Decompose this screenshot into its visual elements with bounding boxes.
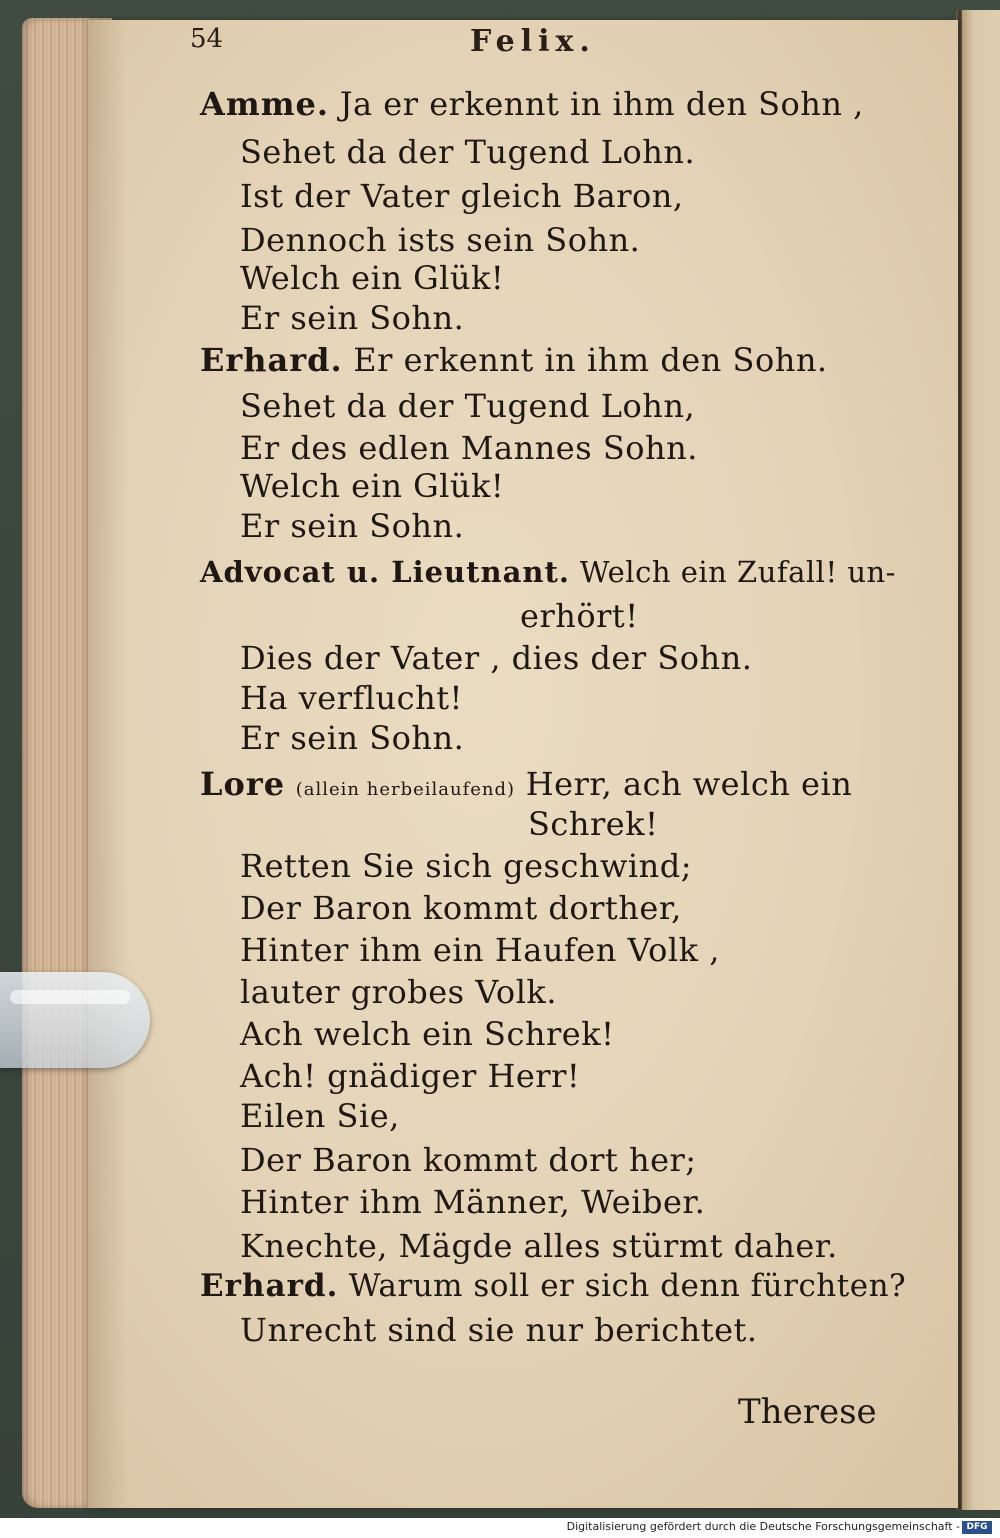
text-line: Der Baron kommt dort her;	[240, 1141, 697, 1179]
verse-text: Welch ein Zufall! un-	[579, 555, 896, 589]
speaker-name: Erhard.	[200, 1268, 339, 1304]
catchword: Therese	[738, 1392, 877, 1432]
stage-direction: (allein herbeilaufend)	[295, 779, 516, 800]
text-line	[200, 340, 828, 380]
text-line	[200, 764, 852, 810]
verse-text: Warum soll er sich denn fürchten?	[348, 1268, 907, 1304]
text-line: Ach welch ein Schrek!	[240, 1015, 615, 1053]
text-line: Schrek!	[528, 805, 659, 843]
verse-text: Ja er erkennt in ihm den Sohn ,	[339, 85, 864, 123]
text-line: Knechte, Mägde alles stürmt daher.	[240, 1227, 838, 1265]
text-line: Er sein Sohn.	[240, 507, 465, 545]
text-line: Ach! gnädiger Herr!	[240, 1057, 581, 1095]
text-line: Eilen Sie,	[240, 1097, 400, 1135]
text-line: lauter grobes Volk.	[240, 973, 557, 1011]
text-line: Ist der Vater gleich Baron,	[240, 177, 684, 215]
page-holder-clip	[0, 972, 150, 1068]
speaker-name: Amme.	[200, 85, 330, 123]
page-number: 54	[190, 24, 224, 54]
text-line: Ha verflucht!	[240, 679, 463, 717]
text-line: Der Baron kommt dorther,	[240, 889, 682, 927]
text-line: Er sein Sohn.	[240, 719, 465, 757]
running-title: Felix.	[470, 24, 596, 59]
text-line	[200, 84, 864, 124]
text-line: Sehet da der Tugend Lohn,	[240, 387, 696, 425]
dfg-logo-icon: DFG	[962, 1521, 992, 1534]
text-line: Er des edlen Mannes Sohn.	[240, 429, 698, 467]
text-line: Welch ein Glük!	[240, 259, 505, 297]
text-line: erhört!	[520, 597, 639, 635]
digitization-credit: Digitalisierung gefördert durch die Deutsche Forschungsgemeinschaft -	[566, 1520, 960, 1533]
text-line: Retten Sie sich geschwind;	[240, 847, 692, 885]
text-line: Hinter ihm Männer, Weiber.	[240, 1183, 706, 1221]
text-line: Welch ein Glük!	[240, 467, 505, 505]
speaker-name: Erhard.	[200, 341, 343, 379]
text-line: Dennoch ists sein Sohn.	[240, 221, 641, 259]
text-line	[200, 552, 896, 592]
text-line: Er sein Sohn.	[240, 299, 465, 337]
verse-text: Herr, ach welch ein	[525, 765, 853, 803]
text-line: Hinter ihm ein Haufen Volk ,	[240, 931, 720, 969]
speaker-name: Advocat u. Lieutnant.	[200, 555, 570, 589]
text-line	[200, 1266, 906, 1306]
text-line: Unrecht sind sie nur berichtet.	[240, 1311, 758, 1349]
verse-text: Er erkennt in ihm den Sohn.	[353, 341, 828, 379]
speaker-name: Lore	[200, 765, 286, 803]
text-line: Dies der Vater , dies der Sohn.	[240, 639, 753, 677]
text-line: Sehet da der Tugend Lohn.	[240, 133, 696, 171]
